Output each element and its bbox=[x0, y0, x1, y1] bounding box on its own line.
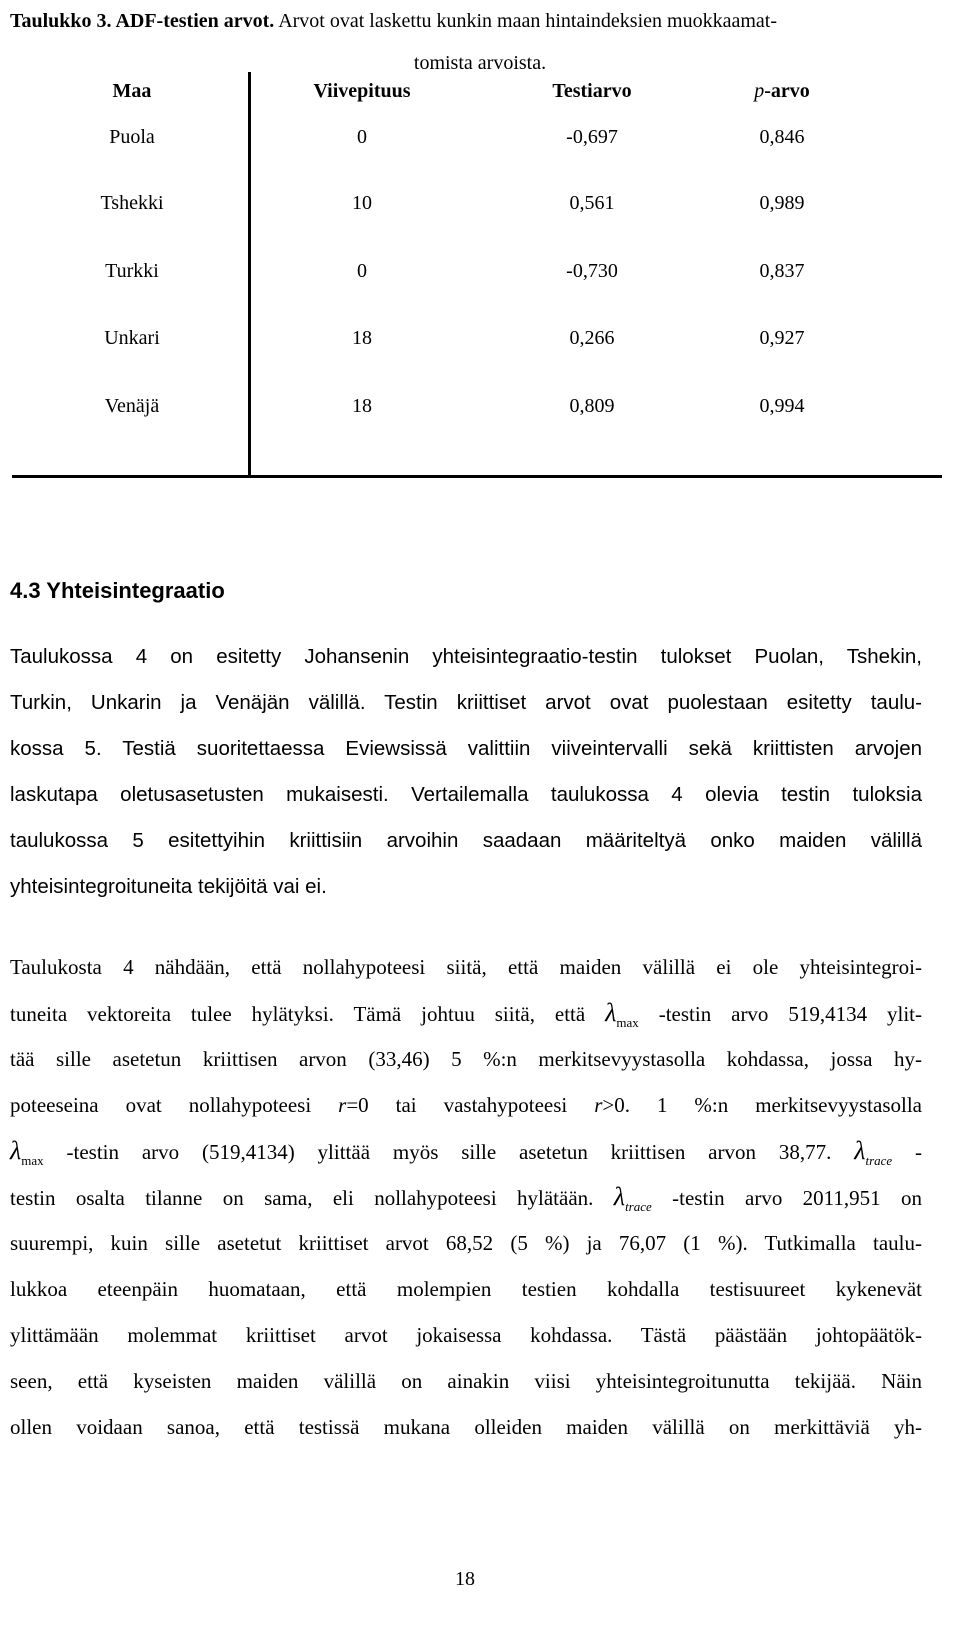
table-row bbox=[12, 192, 942, 222]
cell-country: Turkki bbox=[105, 260, 159, 282]
subscript-trace: trace bbox=[625, 1199, 652, 1214]
paragraph-line: Taulukossa 4 on esitetty Johansenin yhteisintegraatio-testin tulokset Puolan, Tshekin, bbox=[10, 645, 922, 668]
subscript-trace: trace bbox=[865, 1153, 893, 1168]
cell-lag: 18 bbox=[352, 395, 372, 417]
table-row bbox=[12, 260, 942, 290]
caption-text-1: Arvot ovat laskettu kunkin maan hintaindeksien muokkaamat- bbox=[278, 10, 777, 32]
cell-test-value: 0,561 bbox=[569, 192, 615, 214]
caption-label: Taulukko 3. ADF-testien arvot. bbox=[10, 10, 275, 32]
paragraph-line: kossa 5. Testiä suoritettaessa Eviewsissä valittiin viiveintervalli sekä kriittisten arvojen bbox=[10, 737, 922, 760]
subscript-max: max bbox=[21, 1153, 44, 1168]
header-arvo: -arvo bbox=[764, 80, 810, 102]
paragraph-line: ylittämään molemmat kriittiset arvot jokaisessa kohdassa. Tästä päästään johtopäätök- bbox=[10, 1323, 922, 1347]
caption-line-2: tomista arvoista. bbox=[413, 52, 547, 74]
paragraph-2 bbox=[10, 944, 922, 1450]
lambda-symbol: λ bbox=[10, 1136, 22, 1165]
subscript-max: max bbox=[616, 1015, 639, 1030]
cell-lag: 0 bbox=[357, 260, 367, 282]
header-testiarvo: Testiarvo bbox=[552, 80, 632, 102]
lambda-symbol: λ bbox=[854, 1136, 866, 1165]
paragraph-line: taulukossa 5 esitettyihin kriittisiin arvoihin saadaan määriteltyä onko maiden välillä bbox=[10, 829, 922, 852]
paragraph-line: laskutapa oletusasetusten mukaisesti. Vertailemalla taulukossa 4 olevia testin tuloksia bbox=[10, 783, 922, 806]
paragraph-1 bbox=[10, 634, 922, 910]
paragraph-line: seen, että kyseisten maiden välillä on ainakin viisi yhteisintegroitunutta tekijää. Näin bbox=[10, 1369, 922, 1393]
header-viivepituus: Viivepituus bbox=[313, 80, 411, 102]
lambda-symbol: λ bbox=[613, 1182, 626, 1211]
adf-table bbox=[12, 70, 942, 478]
text-fragment: >0. 1 %:n merkitsevyystasolla bbox=[602, 1093, 922, 1117]
cell-country: Venäjä bbox=[104, 395, 160, 417]
text-fragment: -testin arvo 2011,951 on bbox=[672, 1186, 923, 1210]
cell-country: Puola bbox=[109, 126, 155, 148]
variable-r: r bbox=[594, 1093, 603, 1117]
paragraph-line: lukkoa eteenpäin huomataan, että molempien testien kohdalla testisuureet kykenevät bbox=[10, 1277, 922, 1301]
paragraph-line: tää sille asetetun kriittisen arvon (33,46) 5 %:n merkitsevyystasolla kohdassa, jossa hy- bbox=[10, 1047, 922, 1071]
table-bottom-rule bbox=[12, 475, 942, 478]
cell-country: Unkari bbox=[104, 327, 160, 349]
cell-p-value: 0,927 bbox=[759, 327, 805, 349]
header-p-italic: p bbox=[754, 80, 765, 102]
text-fragment: -testin arvo 519,4134 ylit- bbox=[658, 1002, 923, 1026]
cell-p-value: 0,989 bbox=[759, 192, 805, 214]
paragraph-line bbox=[10, 1174, 922, 1220]
caption-line-1 bbox=[10, 0, 950, 42]
variable-r: r bbox=[338, 1093, 347, 1117]
page-number: 18 bbox=[455, 1568, 475, 1590]
cell-lag: 0 bbox=[357, 126, 367, 148]
text-fragment: =0 tai vastahypoteesi bbox=[346, 1093, 568, 1117]
table-header-row bbox=[12, 80, 942, 110]
cell-p-value: 0,837 bbox=[759, 260, 805, 282]
text-fragment: testin osalta tilanne on sama, eli nollahypoteesi hylätään. bbox=[10, 1186, 594, 1210]
table-row bbox=[12, 126, 942, 156]
paragraph-line bbox=[10, 1128, 922, 1174]
table-row bbox=[12, 395, 942, 425]
paragraph-line bbox=[10, 990, 922, 1036]
paragraph-line: yhteisintegroituneita tekijöitä vai ei. bbox=[10, 875, 327, 898]
cell-test-value: 0,809 bbox=[569, 395, 615, 417]
cell-test-value: -0,730 bbox=[566, 260, 618, 282]
cell-country: Tshekki bbox=[100, 192, 164, 214]
paragraph-line: Turkin, Unkarin ja Venäjän välillä. Testin kriittiset arvot ovat puolestaan esitetty taulu- bbox=[10, 691, 922, 714]
paragraph-line: suurempi, kuin sille asetetut kriittiset arvot 68,52 (5 %) ja 76,07 (1 %). Tutkimalla taulu- bbox=[10, 1231, 922, 1255]
paragraph-line: Taulukosta 4 nähdään, että nollahypoteesi siitä, että maiden välillä ei ole yhteisintegroi- bbox=[10, 955, 922, 979]
header-p-arvo bbox=[712, 80, 852, 103]
text-fragment: poteeseina ovat nollahypoteesi bbox=[10, 1093, 312, 1117]
cell-lag: 10 bbox=[352, 192, 372, 214]
text-fragment: tuneita vektoreita tulee hylätyksi. Tämä johtuu siitä, että bbox=[10, 1002, 586, 1026]
paragraph-line bbox=[10, 1082, 922, 1128]
text-fragment: -testin arvo (519,4134) ylittää myös sille asetetun kriittisen arvon 38,77. bbox=[66, 1140, 832, 1164]
header-maa: Maa bbox=[112, 80, 152, 102]
table-row bbox=[12, 327, 942, 357]
paragraph-line: ollen voidaan sanoa, että testissä mukana olleiden maiden välillä on merkittäviä yh- bbox=[10, 1415, 922, 1439]
cell-p-value: 0,846 bbox=[759, 126, 805, 148]
cell-test-value: 0,266 bbox=[569, 327, 615, 349]
cell-p-value: 0,994 bbox=[759, 395, 805, 417]
text-fragment: - bbox=[915, 1140, 923, 1164]
section-heading: 4.3 Yhteisintegraatio bbox=[10, 578, 225, 603]
cell-test-value: -0,697 bbox=[566, 126, 618, 148]
lambda-symbol: λ bbox=[605, 998, 617, 1027]
cell-lag: 18 bbox=[352, 327, 372, 349]
